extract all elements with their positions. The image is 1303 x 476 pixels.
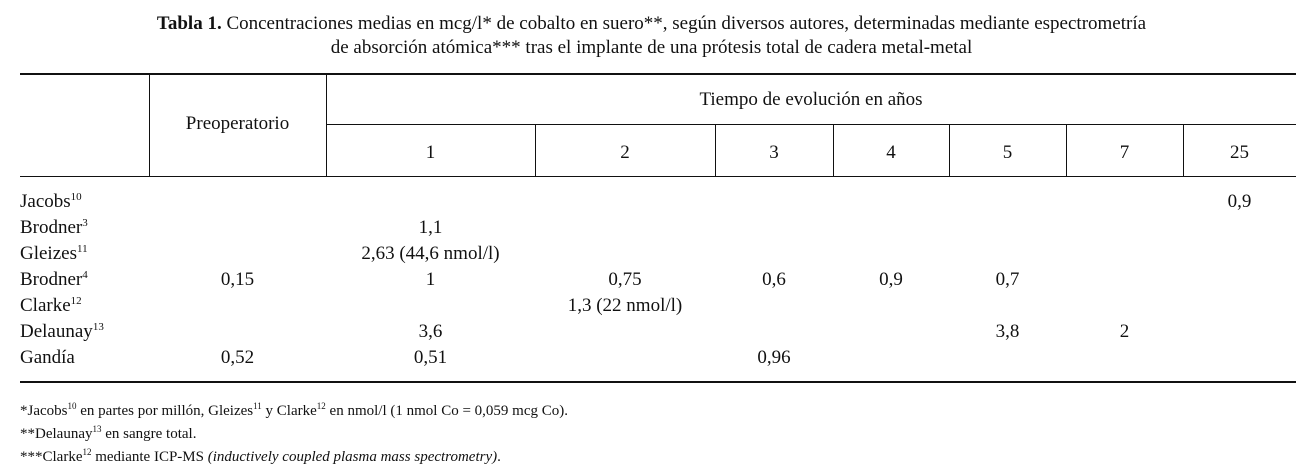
cell-delaunay-1: 3,6 [418,321,443,342]
cell-delaunay-7: 2 [1119,321,1130,342]
footnote-text: *Jacobs [20,403,68,419]
header-year-25: 25 [1230,142,1249,163]
row-label-brodner-4 [20,268,88,292]
footnote-2 [20,424,196,444]
caption-line-1 [0,12,1303,36]
footnote-text: **Delaunay [20,426,93,442]
row-label-gleizes [20,242,88,266]
footnote-text: en sangre total. [101,426,197,442]
author-ref: 10 [70,191,82,203]
table-caption [0,12,1303,60]
cell-gleizes-1: 2,63 (44,6 nmol/l) [361,243,500,264]
header-year-7: 7 [1119,142,1130,163]
cell-brodner4-2: 0,75 [608,269,642,290]
row-label-gandia [20,346,75,370]
author-ref: 13 [92,321,104,333]
author-ref: 4 [82,269,88,281]
author-ref: 11 [76,243,88,255]
caption-text-1: Concentraciones medias en mcg/l* de cobalto en suero**, según diversos autores, determinadas mediante espectrometría [226,13,1147,34]
footnote-ref: 11 [253,401,262,411]
footnote-text: mediante ICP-MS [91,449,208,465]
row-label-delaunay [20,320,104,344]
cell-brodner4-5: 0,7 [995,269,1020,290]
footnote-text: y Clarke [261,403,317,419]
author-name: Jacobs [20,191,71,212]
author-name: Gandía [20,347,75,368]
bottom-rule [20,381,1296,383]
cell-clarke-2: 1,3 (22 nmol/l) [567,295,683,316]
footnote-ref: 13 [92,424,102,434]
divider-group-years [326,124,1296,125]
cell-delaunay-5: 3,8 [995,321,1020,342]
author-name: Brodner [20,269,83,290]
header-year-5: 5 [1002,142,1013,163]
author-ref: 12 [70,295,82,307]
footnote-text: en nmol/l (1 nmol Co = 0,059 mcg Co). [325,403,568,419]
cell-gandia-preop: 0,52 [220,347,255,368]
cell-brodner4-preop: 0,15 [220,269,255,290]
cell-brodner3-1: 1,1 [418,217,443,238]
cell-brodner4-3: 0,6 [762,269,786,290]
cell-brodner4-4: 0,9 [879,269,903,290]
row-label-brodner-3 [20,216,88,240]
header-year-2: 2 [620,142,630,163]
footnote-text: en partes por millón, Gleizes [76,403,254,419]
top-rule [20,73,1296,75]
row-label-jacobs [20,190,82,214]
author-name: Clarke [20,295,71,316]
footnote-text: ***Clarke [20,449,83,465]
author-name: Gleizes [20,243,77,264]
header-preoperatorio: Preoperatorio [185,113,290,134]
footnote-ref: 10 [67,401,77,411]
footnote-text: . [497,449,501,465]
author-name: Brodner [20,217,83,238]
caption-label: Tabla 1. [156,13,222,34]
header-year-1: 1 [425,142,436,163]
footnote-3 [20,447,501,467]
row-label-clarke [20,294,82,318]
caption-text-2: de absorción atómica*** tras el implante de una prótesis total de cadera metal-metal [330,37,973,58]
footnote-1 [20,401,568,421]
footnote-ref: 12 [316,401,326,411]
cell-gandia-3: 0,96 [757,347,791,368]
header-year-3: 3 [769,142,779,163]
author-name: Delaunay [20,321,93,342]
cell-gandia-1: 0,51 [413,347,448,368]
header-rule [20,176,1296,177]
footnote-italic-text: (inductively coupled plasma mass spectrometry) [207,449,498,465]
cell-jacobs-25: 0,9 [1227,191,1252,212]
author-ref: 3 [82,217,88,229]
header-tiempo-evolucion: Tiempo de evolución en años [699,89,923,110]
footnote-ref: 12 [82,447,92,457]
cell-brodner4-1: 1 [425,269,436,290]
header-year-4: 4 [886,142,896,163]
